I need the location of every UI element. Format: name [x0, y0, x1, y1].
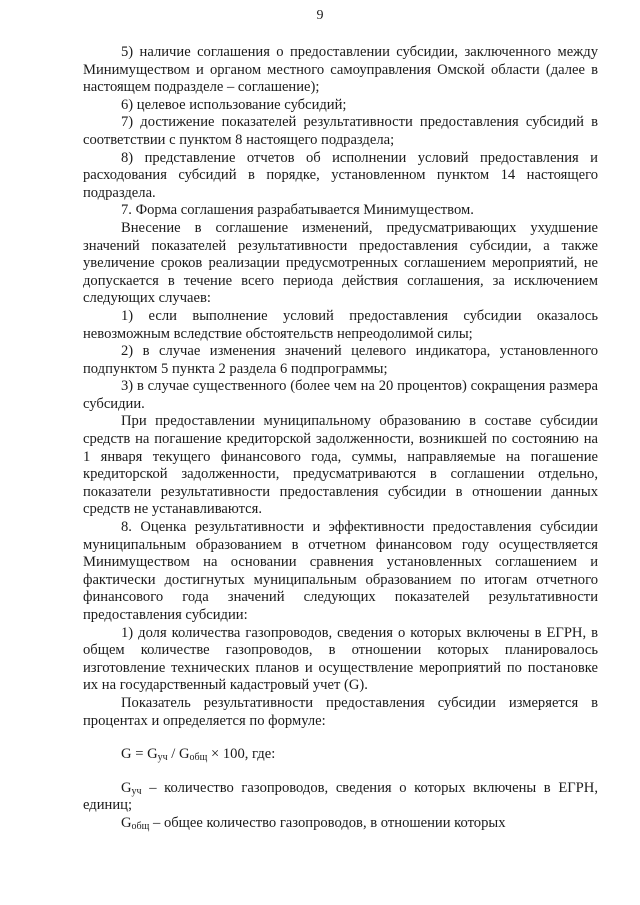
- paragraph: 5) наличие соглашения о предоставлении субсидии, заключенного между Минимуществом и органом местного самоуправления Омской области (далее в настоящем подразделе – соглашение);: [83, 44, 598, 96]
- paragraph: 1) если выполнение условий предоставления субсидии оказалось невозможным вследствие обстоятельств непреодолимой силы;: [83, 307, 598, 342]
- page-number: 9: [316, 8, 324, 23]
- definition-symbol: G: [121, 814, 132, 831]
- formula-rhs: × 100, где:: [207, 746, 276, 763]
- paragraph: 2) в случае изменения значений целевого индикатора, установленного подпунктом 5 пункта 2 раздела 6 подпрограммы;: [83, 343, 598, 377]
- definition-subscript: уч: [131, 785, 142, 797]
- paragraph: 7. Форма соглашения разрабатывается Минимуществом.: [121, 202, 474, 219]
- formula-subscript: общ: [189, 752, 208, 764]
- definition-text: – количество газопроводов, сведения о которых включены в ЕГРН, единиц;: [83, 779, 598, 814]
- paragraph: 8. Оценка результативности и эффективности предоставления субсидии муниципальным образованием в отчетном финансовом году осуществляется Минимуществом на основании сравнения установленных соглашением и фактически достигнутых муниципальным образованием по итогам отчетного финансового года значений следующих показателей результативности предоставления субсидии:: [83, 519, 598, 623]
- definition: [83, 815, 598, 833]
- definition-text: – общее количество газопроводов, в отношении которых: [149, 814, 506, 831]
- formula-lhs: G = G: [121, 746, 158, 763]
- definition: [83, 780, 598, 815]
- formula: [83, 746, 598, 764]
- definition-subscript: общ: [131, 820, 150, 832]
- paragraph: Внесение в соглашение изменений, предусматривающих ухудшение значений показателей результативности предоставления субсидии, а также увеличение сроков реализации предусмотренных соглашением мероприятий, не допускается в течение всего периода действия соглашения, за исключением следующих случаев:: [83, 219, 598, 307]
- definition-symbol: G: [121, 779, 132, 796]
- paragraph: Показатель результативности предоставления субсидии измеряется в процентах и определяется по формуле:: [83, 694, 598, 729]
- formula-divide: / G: [167, 746, 190, 763]
- paragraph: 6) целевое использование субсидий;: [121, 96, 347, 113]
- formula-subscript: уч: [157, 752, 168, 764]
- paragraph: При предоставлении муниципальному образованию в составе субсидии средств на погашение кредиторской задолженности, возникшей по состоянию на 1 января текущего финансового года, суммы, направляемые на погашение кредиторской задолженности, предусматриваются в соглашении отдельно, показатели результативности предоставления субсидии в отношении данных средств не устанавливаются.: [83, 413, 598, 518]
- paragraph: 8) представление отчетов об исполнении условий предоставления и расходования субсидий в порядке, установленном пунктом 14 настоящего подраздела.: [83, 149, 598, 201]
- document-body: [83, 44, 598, 833]
- paragraph: 1) доля количества газопроводов, сведения о которых включены в ЕГРН, в общем количестве газопроводов, в отношении которых планировалось изготовление технических планов и осуществление мероприятий по постановке их на государственный кадастровый учет (G).: [83, 624, 598, 694]
- paragraph: 7) достижение показателей результативности предоставления субсидий в соответствии с пунктом 8 настоящего подраздела;: [83, 114, 598, 148]
- paragraph: 3) в случае существенного (более чем на 20 процентов) сокращения размера субсидии.: [83, 378, 598, 412]
